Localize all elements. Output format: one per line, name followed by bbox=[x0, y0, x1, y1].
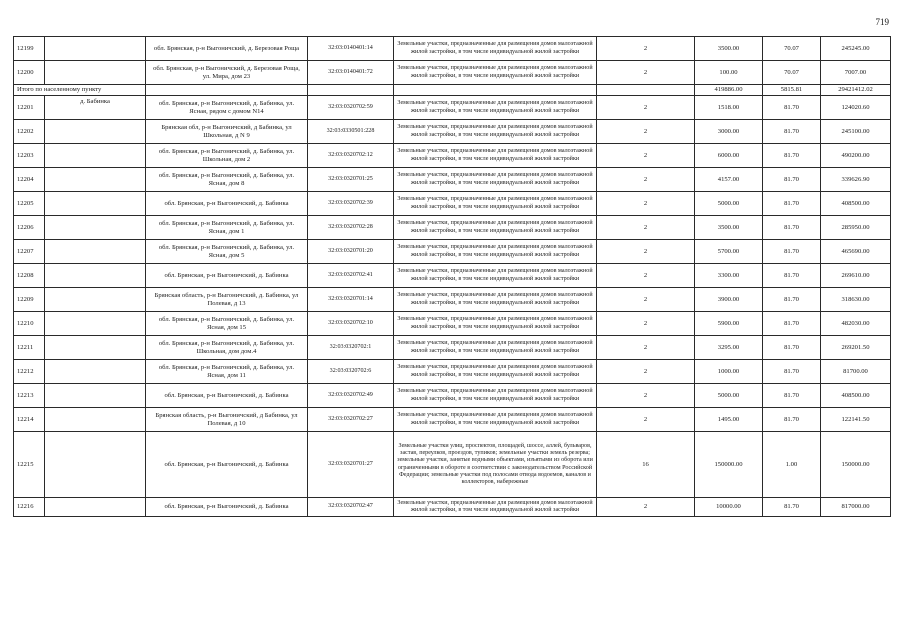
address: Брянская область, р-н Выгоничский, д. Бабинка, ул Полевая, д 13 bbox=[146, 288, 308, 312]
use-group: 2 bbox=[597, 312, 695, 336]
row-number: 12214 bbox=[14, 408, 45, 432]
area: 5000.00 bbox=[695, 384, 763, 408]
table-row bbox=[14, 288, 891, 312]
address: обл. Брянская, р-н Выгоничский, д. Бабинка bbox=[146, 384, 308, 408]
area: 10000.00 bbox=[695, 498, 763, 517]
table-row bbox=[14, 61, 891, 85]
subtotal-row bbox=[14, 85, 891, 96]
area: 1518.00 bbox=[695, 96, 763, 120]
cadastral-number: 32:03:0320701:14 bbox=[308, 288, 394, 312]
address-cell bbox=[45, 432, 146, 498]
land-use-purpose: Земельные участки, предназначенные для размещения домов малоэтажной жилой застройки, в том числе индивидуальной жилой застройки bbox=[394, 168, 597, 192]
specific-value: 81.70 bbox=[763, 240, 821, 264]
area: 3300.00 bbox=[695, 264, 763, 288]
land-use-purpose: Земельные участки, предназначенные для размещения домов малоэтажной жилой застройки, в том числе индивидуальной жилой застройки bbox=[394, 120, 597, 144]
use-group: 2 bbox=[597, 37, 695, 61]
cadastral-number: 32:03:0320702:10 bbox=[308, 312, 394, 336]
cadastral-cost: 269610.00 bbox=[821, 264, 891, 288]
cadastral-number: 32:03:0320702:28 bbox=[308, 216, 394, 240]
address-cell bbox=[45, 264, 146, 288]
table-row bbox=[14, 498, 891, 517]
address-cell bbox=[45, 384, 146, 408]
area: 6000.00 bbox=[695, 144, 763, 168]
use-group: 2 bbox=[597, 144, 695, 168]
address-cell bbox=[45, 288, 146, 312]
cadastral-cost: 7007.00 bbox=[821, 61, 891, 85]
specific-value: 81.70 bbox=[763, 168, 821, 192]
table-row bbox=[14, 96, 891, 120]
cadastral-cost: 269201.50 bbox=[821, 336, 891, 360]
land-use-purpose: Земельные участки, предназначенные для размещения домов малоэтажной жилой застройки, в том числе индивидуальной жилой застройки bbox=[394, 264, 597, 288]
specific-value: 81.70 bbox=[763, 312, 821, 336]
cadastral-number: 32:03:0320701:25 bbox=[308, 168, 394, 192]
land-use-purpose: Земельные участки, предназначенные для размещения домов малоэтажной жилой застройки, в том числе индивидуальной жилой застройки bbox=[394, 144, 597, 168]
table-row bbox=[14, 408, 891, 432]
cadastral-number: 32:03:0320702:49 bbox=[308, 384, 394, 408]
address: обл. Брянская, р-н Выгоничский, д. Бабинка, ул. Ясная, дом 11 bbox=[146, 360, 308, 384]
cadastral-number: 32:03:0320701:27 bbox=[308, 432, 394, 498]
address: обл. Брянская, р-н Выгоничский, д. Бабинка, ул. Ясная, дом 8 bbox=[146, 168, 308, 192]
specific-value: 70.07 bbox=[763, 37, 821, 61]
address-cell bbox=[45, 144, 146, 168]
cadastral-cost: 122141.50 bbox=[821, 408, 891, 432]
area: 3500.00 bbox=[695, 216, 763, 240]
address: обл. Брянская, р-н Выгоничский, д. Бабинка, ул. Школьная, дом 2 bbox=[146, 144, 308, 168]
land-use-purpose: Земельные участки, предназначенные для размещения домов малоэтажной жилой застройки, в том числе индивидуальной жилой застройки bbox=[394, 384, 597, 408]
address-cell bbox=[45, 408, 146, 432]
use-group: 2 bbox=[597, 288, 695, 312]
land-use-purpose: Земельные участки, предназначенные для размещения домов малоэтажной жилой застройки, в том числе индивидуальной жилой застройки bbox=[394, 336, 597, 360]
table-row bbox=[14, 264, 891, 288]
specific-value: 81.70 bbox=[763, 408, 821, 432]
row-number: 12211 bbox=[14, 336, 45, 360]
land-use-purpose: Земельные участки, предназначенные для размещения домов малоэтажной жилой застройки, в том числе индивидуальной жилой застройки bbox=[394, 61, 597, 85]
specific-value: 81.70 bbox=[763, 384, 821, 408]
use-group: 2 bbox=[597, 168, 695, 192]
cadastral-cost: 482030.00 bbox=[821, 312, 891, 336]
row-number: 12206 bbox=[14, 216, 45, 240]
area: 100.00 bbox=[695, 61, 763, 85]
specific-value: 81.70 bbox=[763, 498, 821, 517]
area: 5700.00 bbox=[695, 240, 763, 264]
row-number: 12207 bbox=[14, 240, 45, 264]
area: 5900.00 bbox=[695, 312, 763, 336]
land-use-purpose: Земельные участки, предназначенные для размещения домов малоэтажной жилой застройки, в том числе индивидуальной жилой застройки bbox=[394, 360, 597, 384]
use-group: 2 bbox=[597, 120, 695, 144]
specific-value: 81.70 bbox=[763, 336, 821, 360]
specific-value: 1.00 bbox=[763, 432, 821, 498]
row-number: 12204 bbox=[14, 168, 45, 192]
specific-value: 81.70 bbox=[763, 288, 821, 312]
use-group: 2 bbox=[597, 192, 695, 216]
land-use-purpose: Земельные участки, предназначенные для размещения домов малоэтажной жилой застройки, в том числе индивидуальной жилой застройки bbox=[394, 498, 597, 517]
subtotal-label: Итого по населенному пункту bbox=[17, 86, 102, 94]
land-use-purpose: Земельные участки, предназначенные для размещения домов малоэтажной жилой застройки, в том числе индивидуальной жилой застройки bbox=[394, 192, 597, 216]
land-use-purpose: Земельные участки, предназначенные для размещения домов малоэтажной жилой застройки, в том числе индивидуальной жилой застройки bbox=[394, 96, 597, 120]
cadastral-cost: 150000.00 bbox=[821, 432, 891, 498]
empty-cell bbox=[146, 85, 308, 96]
address-cell bbox=[45, 120, 146, 144]
use-group: 2 bbox=[597, 264, 695, 288]
cadastral-number: 32:03:0320702:41 bbox=[308, 264, 394, 288]
specific-value: 81.70 bbox=[763, 120, 821, 144]
row-number: 12216 bbox=[14, 498, 45, 517]
cadastral-cost: 465690.00 bbox=[821, 240, 891, 264]
table-row bbox=[14, 37, 891, 61]
address: обл. Брянская, р-н Выгоничский, д. Бабинка, ул. Школьная, дом дом.4 bbox=[146, 336, 308, 360]
row-number: 12203 bbox=[14, 144, 45, 168]
cadastral-cost: 285950.00 bbox=[821, 216, 891, 240]
area: 3500.00 bbox=[695, 37, 763, 61]
address: обл. Брянская, р-н Выгоничский, д. Березовая Роща bbox=[146, 37, 308, 61]
use-group: 2 bbox=[597, 336, 695, 360]
cadastral-cost: 124020.60 bbox=[821, 96, 891, 120]
address-cell bbox=[45, 96, 146, 120]
cadastral-number: 32:03:0320702:39 bbox=[308, 192, 394, 216]
address-cell bbox=[45, 61, 146, 85]
area: 1495.00 bbox=[695, 408, 763, 432]
address-cell bbox=[45, 498, 146, 517]
use-group: 2 bbox=[597, 498, 695, 517]
table-row bbox=[14, 384, 891, 408]
address: обл. Брянская, р-н Выгоничский, д. Бабинка, ул. Ясная, дом 1 bbox=[146, 216, 308, 240]
land-use-purpose: Земельные участки, предназначенные для размещения домов малоэтажной жилой застройки, в том числе индивидуальной жилой застройки bbox=[394, 288, 597, 312]
cadastral-cost: 245100.00 bbox=[821, 120, 891, 144]
specific-value: 81.70 bbox=[763, 264, 821, 288]
address: обл. Брянская, р-н Выгоничский, д. Бабинка bbox=[146, 432, 308, 498]
cadastral-value-table bbox=[13, 36, 891, 517]
page-number: 719 bbox=[875, 17, 889, 27]
empty-cell bbox=[308, 85, 394, 96]
area: 5000.00 bbox=[695, 192, 763, 216]
address-cell bbox=[45, 312, 146, 336]
cadastral-number: 32:03:0330501:228 bbox=[308, 120, 394, 144]
use-group: 2 bbox=[597, 360, 695, 384]
cadastral-cost: 408500.00 bbox=[821, 192, 891, 216]
table-row bbox=[14, 360, 891, 384]
row-number: 12209 bbox=[14, 288, 45, 312]
settlement-name: д. Бабинка bbox=[80, 98, 110, 105]
row-number: 12201 bbox=[14, 96, 45, 120]
cadastral-number: 32:03:0320702:1 bbox=[308, 336, 394, 360]
cadastral-number: 32:03:0320701:20 bbox=[308, 240, 394, 264]
land-use-purpose: Земельные участки, предназначенные для размещения домов малоэтажной жилой застройки, в том числе индивидуальной жилой застройки bbox=[394, 37, 597, 61]
cadastral-number: 32:03:0140401:14 bbox=[308, 37, 394, 61]
subtotal-cost: 29421412.02 bbox=[821, 85, 891, 96]
table-row bbox=[14, 240, 891, 264]
subtotal-specific-value: 5815.81 bbox=[763, 85, 821, 96]
specific-value: 81.70 bbox=[763, 216, 821, 240]
row-number: 12208 bbox=[14, 264, 45, 288]
address-cell bbox=[45, 168, 146, 192]
use-group: 2 bbox=[597, 61, 695, 85]
table-row bbox=[14, 120, 891, 144]
address-cell bbox=[45, 360, 146, 384]
specific-value: 70.07 bbox=[763, 61, 821, 85]
cadastral-cost: 339626.90 bbox=[821, 168, 891, 192]
row-number: 12212 bbox=[14, 360, 45, 384]
land-use-purpose: Земельные участки улиц, проспектов, площадей, шоссе, аллей, бульваров, застав, переулков, проездов, тупиков; земельные участки земель резерва; земельные участки, занятые водными объектами, изъятыми из оборота или ограниченными в обороте в соответствии с законодательством Российской Федерации; земельные участки под полосами отвода водоемов, каналов и коллекторов, набережные bbox=[394, 432, 597, 498]
subtotal-area: 419886.00 bbox=[695, 85, 763, 96]
area: 3900.00 bbox=[695, 288, 763, 312]
cadastral-number: 32:03:0320702:27 bbox=[308, 408, 394, 432]
row-number: 12213 bbox=[14, 384, 45, 408]
empty-cell bbox=[394, 85, 597, 96]
land-use-purpose: Земельные участки, предназначенные для размещения домов малоэтажной жилой застройки, в том числе индивидуальной жилой застройки bbox=[394, 240, 597, 264]
cadastral-number: 32:03:0320702:12 bbox=[308, 144, 394, 168]
table-row bbox=[14, 168, 891, 192]
address-cell bbox=[45, 240, 146, 264]
table-row bbox=[14, 192, 891, 216]
cadastral-cost: 817000.00 bbox=[821, 498, 891, 517]
specific-value: 81.70 bbox=[763, 96, 821, 120]
land-use-purpose: Земельные участки, предназначенные для размещения домов малоэтажной жилой застройки, в том числе индивидуальной жилой застройки bbox=[394, 312, 597, 336]
specific-value: 81.70 bbox=[763, 360, 821, 384]
use-group: 2 bbox=[597, 96, 695, 120]
cadastral-cost: 490200.00 bbox=[821, 144, 891, 168]
address: Брянская область, р-н Выгоничский, д Бабинка, ул Полевая, д 10 bbox=[146, 408, 308, 432]
area: 4157.00 bbox=[695, 168, 763, 192]
row-number: 12199 bbox=[14, 37, 45, 61]
address: обл. Брянская, р-н Выгоничский, д. Бабинка, ул. Ясная, рядом с домом N14 bbox=[146, 96, 308, 120]
table-row bbox=[14, 144, 891, 168]
cadastral-number: 32:03:0320702:47 bbox=[308, 498, 394, 517]
row-number: 12210 bbox=[14, 312, 45, 336]
cadastral-number: 32:03:0320702:6 bbox=[308, 360, 394, 384]
address: обл. Брянская, р-н Выгоничский, д. Бабинка bbox=[146, 498, 308, 517]
cadastral-cost: 318630.00 bbox=[821, 288, 891, 312]
area: 150000.00 bbox=[695, 432, 763, 498]
table-row bbox=[14, 432, 891, 498]
land-use-purpose: Земельные участки, предназначенные для размещения домов малоэтажной жилой застройки, в том числе индивидуальной жилой застройки bbox=[394, 216, 597, 240]
empty-cell bbox=[597, 85, 695, 96]
use-group: 2 bbox=[597, 216, 695, 240]
address-cell bbox=[45, 192, 146, 216]
address: Брянская обл, р-н Выгоничский, д Бабинка, ул Школьная, д N 9 bbox=[146, 120, 308, 144]
use-group: 2 bbox=[597, 408, 695, 432]
use-group: 16 bbox=[597, 432, 695, 498]
cadastral-cost: 81700.00 bbox=[821, 360, 891, 384]
cadastral-number: 32:03:0140401:72 bbox=[308, 61, 394, 85]
address: обл. Брянская, р-н Выгоничский, д. Бабинка bbox=[146, 264, 308, 288]
address: обл. Брянская, р-н Выгоничский, д. Бабинка bbox=[146, 192, 308, 216]
row-number: 12205 bbox=[14, 192, 45, 216]
address-cell bbox=[45, 216, 146, 240]
address: обл. Брянская, р-н Выгоничский, д. Березовая Роща, ул. Мира, дом 23 bbox=[146, 61, 308, 85]
row-number: 12200 bbox=[14, 61, 45, 85]
specific-value: 81.70 bbox=[763, 144, 821, 168]
table-row bbox=[14, 312, 891, 336]
address: обл. Брянская, р-н Выгоничский, д. Бабинка, ул. Ясная, дом 15 bbox=[146, 312, 308, 336]
area: 1000.00 bbox=[695, 360, 763, 384]
address-cell bbox=[45, 37, 146, 61]
specific-value: 81.70 bbox=[763, 192, 821, 216]
area: 3295.00 bbox=[695, 336, 763, 360]
cadastral-cost: 245245.00 bbox=[821, 37, 891, 61]
row-number: 12202 bbox=[14, 120, 45, 144]
cadastral-number: 32:03:0320702:59 bbox=[308, 96, 394, 120]
land-use-purpose: Земельные участки, предназначенные для размещения домов малоэтажной жилой застройки, в том числе индивидуальной жилой застройки bbox=[394, 408, 597, 432]
table-row bbox=[14, 216, 891, 240]
address: обл. Брянская, р-н Выгоничский, д. Бабинка, ул. Ясная, дом 5 bbox=[146, 240, 308, 264]
row-number: 12215 bbox=[14, 432, 45, 498]
table-row bbox=[14, 336, 891, 360]
address-cell bbox=[45, 336, 146, 360]
use-group: 2 bbox=[597, 240, 695, 264]
subtotal-label-cell bbox=[14, 85, 146, 96]
cadastral-cost: 408500.00 bbox=[821, 384, 891, 408]
area: 3000.00 bbox=[695, 120, 763, 144]
use-group: 2 bbox=[597, 384, 695, 408]
